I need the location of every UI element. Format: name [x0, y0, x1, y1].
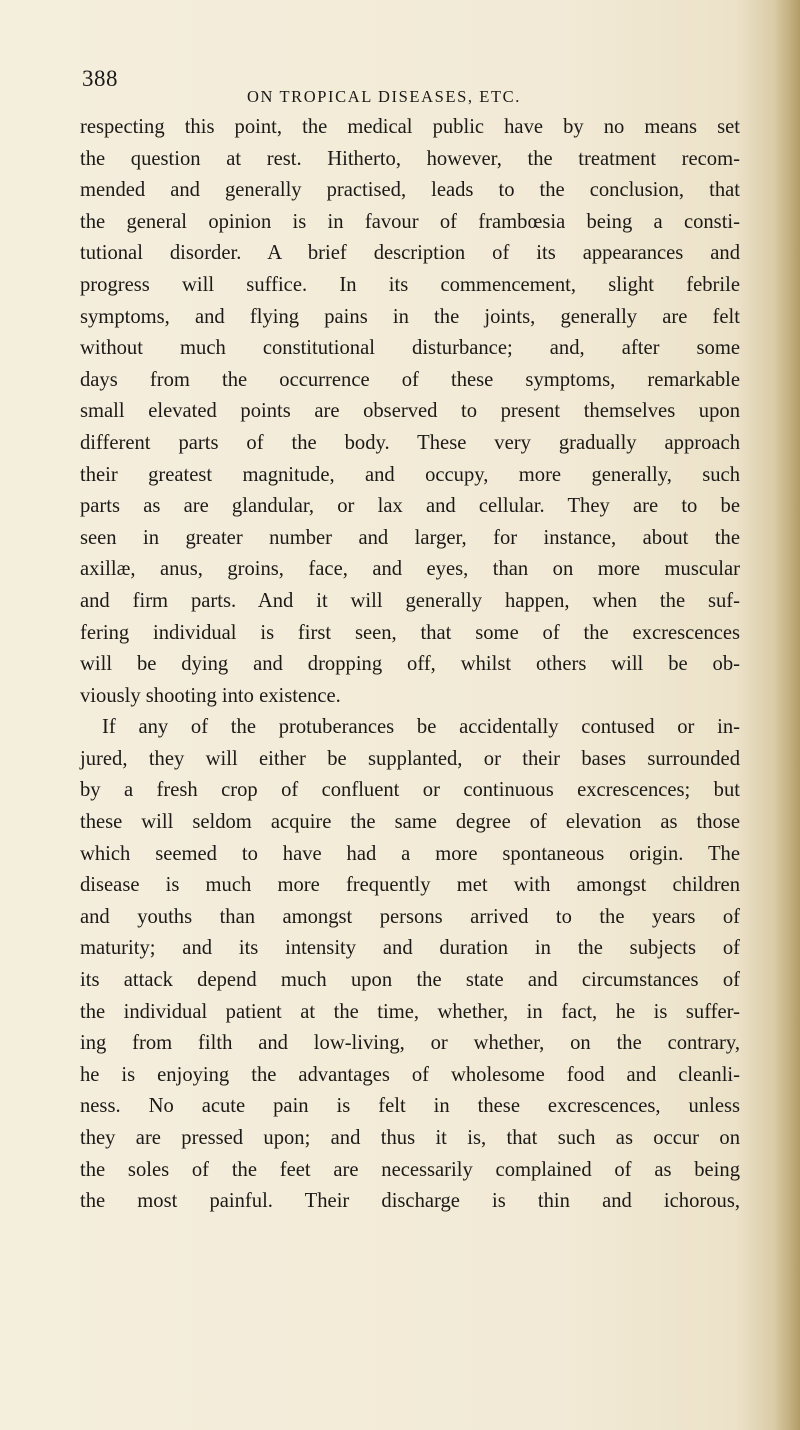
running-head: ON TROPICAL DISEASES, ETC. [247, 87, 521, 106]
page-edge-shadow [774, 0, 800, 1430]
text-line: these will seldom acquire the same degree of elevation as those [80, 811, 740, 834]
text-line: small elevated points are observed to present themselves upon [80, 400, 740, 423]
text-line: they are pressed upon; and thus it is, that such as occur on [80, 1127, 740, 1149]
text-line: which seemed to have had a more spontaneous origin. The [80, 842, 740, 865]
text-line: fering individual is first seen, that some of the excrescences [80, 621, 740, 644]
text-line: jured, they will either be supplanted, or their bases surrounded [80, 747, 740, 770]
text-line: mended and generally practised, leads to the conclusion, that [80, 179, 740, 202]
text-line: its attack depend much upon the state and circumstances of [80, 969, 740, 992]
text-line: different parts of the body. These very gradually approach [80, 431, 740, 454]
text-line: days from the occurrence of these symptoms, remarkable [80, 368, 740, 391]
text-line: progress will suffice. In its commencement, slight febrile [80, 273, 740, 296]
text-line: the individual patient at the time, whether, in fact, he is suffer- [80, 1000, 740, 1023]
text-line: he is enjoying the advantages of wholesome food and cleanli- [80, 1063, 740, 1086]
text-line: symptoms, and flying pains in the joints, generally are felt [80, 305, 740, 328]
text-line: seen in greater number and larger, for instance, about the [80, 526, 740, 549]
page-header [82, 66, 722, 112]
text-line: tutional disorder. A brief description of its appearances and [80, 242, 740, 265]
text-line: and youths than amongst persons arrived to the years of [80, 905, 740, 928]
text-line: and firm parts. And it will generally happen, when the suf- [80, 589, 740, 612]
text-line: will be dying and dropping off, whilst others will be ob- [80, 653, 740, 676]
text-line: ness. No acute pain is felt in these excrescences, unless [80, 1095, 740, 1118]
text-line: maturity; and its intensity and duration in the subjects of [80, 937, 740, 960]
text-line: the soles of the feet are necessarily complained of as being [80, 1158, 740, 1181]
page-number: 388 [82, 66, 118, 91]
text-line: the question at rest. Hitherto, however, the treatment recom- [80, 147, 740, 170]
paragraph-first-line: If any of the protuberances be accidentally contused or in- [102, 716, 740, 739]
text-line: the general opinion is in favour of frambœsia being a consti- [80, 210, 740, 233]
text-line: disease is much more frequently met with amongst children [80, 874, 740, 897]
text-line: their greatest magnitude, and occupy, more generally, such [80, 463, 740, 486]
text-line: ing from filth and low-living, or whether, on the contrary, [80, 1032, 740, 1055]
text-line: axillæ, anus, groins, face, and eyes, than on more muscular [80, 558, 740, 581]
text-line: by a fresh crop of confluent or continuous excrescences; but [80, 779, 740, 802]
text-line: the most painful. Their discharge is thin and ichorous, [80, 1190, 740, 1213]
text-line: without much constitutional disturbance; and, after some [80, 337, 740, 360]
text-line: parts as are glandular, or lax and cellular. They are to be [80, 495, 740, 518]
text-line: respecting this point, the medical public have by no means set [80, 116, 740, 138]
paragraph-last-line: viously shooting into existence. [80, 684, 341, 707]
body-text [80, 112, 740, 1218]
